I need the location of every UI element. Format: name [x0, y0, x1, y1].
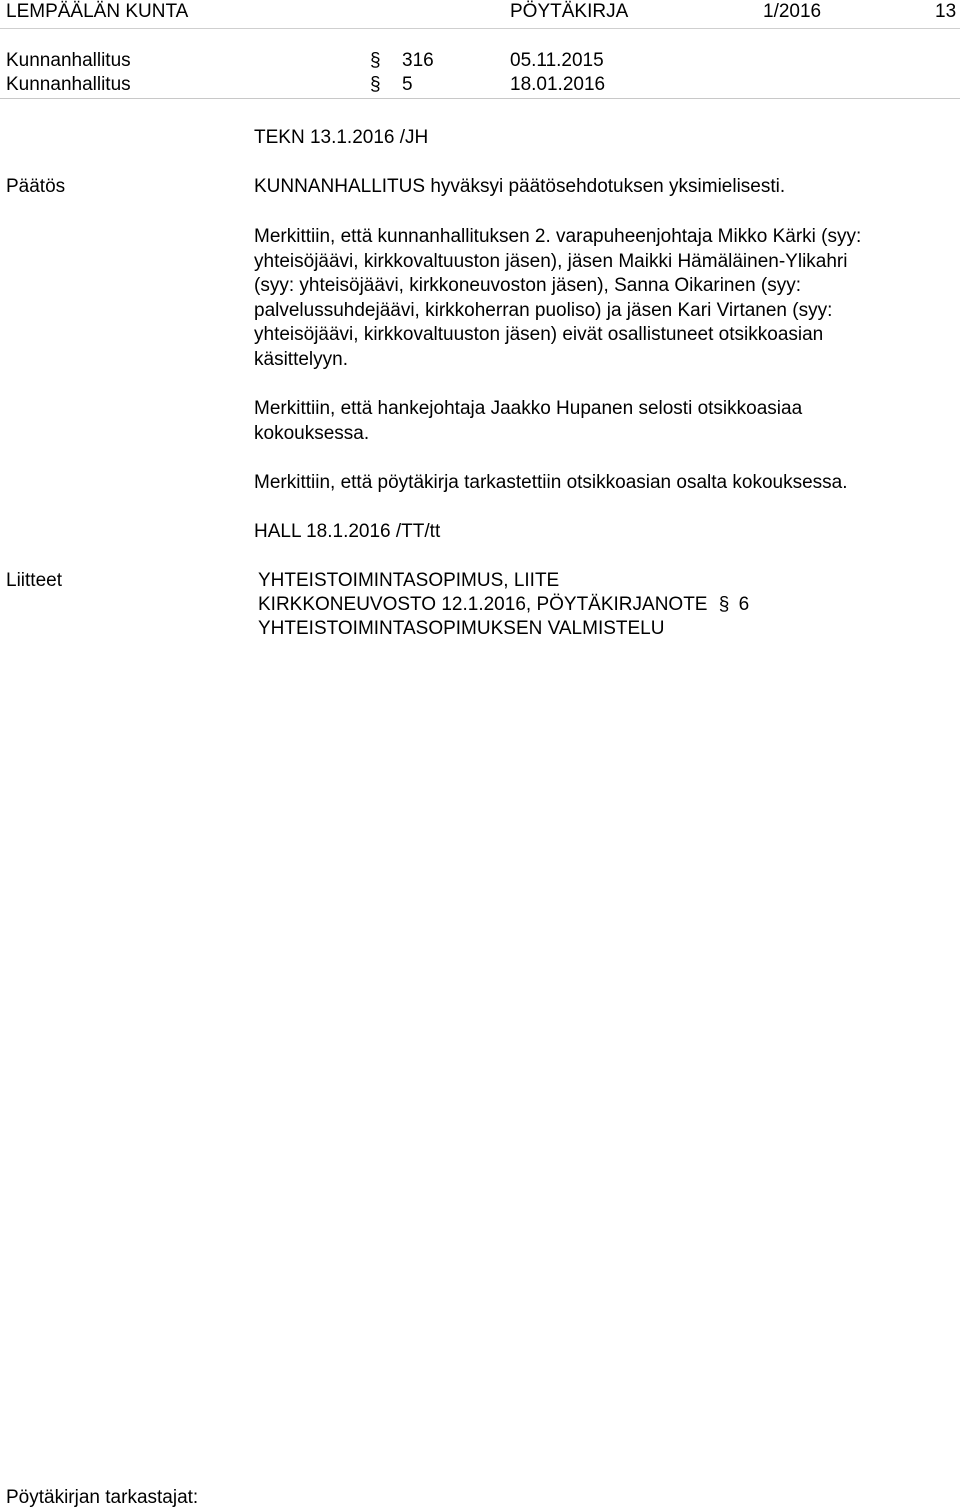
handler-note: HALL 18.1.2016 /TT/tt	[254, 521, 441, 542]
meeting-body: Kunnanhallitus	[6, 50, 131, 71]
meeting-divider	[0, 98, 960, 99]
attachments-label: Liitteet	[6, 570, 62, 591]
section-number: 316	[402, 50, 434, 71]
paragraph-line: Merkittiin, että kunnanhallituksen 2. varapuheenjohtaja Mikko Kärki (syy:	[254, 226, 862, 247]
attachment-title: KIRKKONEUVOSTO 12.1.2016, PÖYTÄKIRJANOTE	[258, 594, 708, 615]
attachment-item	[258, 593, 749, 617]
paragraph-line: Merkittiin, että hankejohtaja Jaakko Hupanen selosti otsikkoasiaa	[254, 398, 803, 419]
paragraph-line: kokouksessa.	[254, 422, 370, 444]
paragraph-line: palvelussuhdejäävi, kirkkoherran puoliso) ja jäsen Kari Virtanen (syy:	[254, 299, 833, 321]
decision-note-presenter	[254, 397, 944, 446]
preparer-note: TEKN 13.1.2016 /JH	[254, 127, 429, 148]
section-number: 5	[402, 74, 413, 95]
section-number: 6	[738, 594, 750, 615]
attachment-item: YHTEISTOIMINTASOPIMUS, LIITE	[258, 570, 560, 591]
decision-label: Päätös	[6, 176, 66, 197]
section-symbol: §	[370, 50, 381, 71]
paragraph-line: yhteisöjäävi, kirkkovaltuuston jäsen) eivät osallistuneet otsikkoasian	[254, 324, 824, 345]
paragraph-line: käsittelyyn.	[254, 348, 348, 370]
meeting-body: Kunnanhallitus	[6, 74, 131, 95]
section-symbol: §	[718, 594, 730, 615]
header-divider	[0, 28, 960, 29]
meeting-date: 18.01.2016	[510, 74, 606, 95]
page-number: 13	[935, 1, 957, 22]
decision-note-absences	[254, 225, 944, 372]
paragraph-line: (syy: yhteisöjäävi, kirkkoneuvoston jäsen), Sanna Oikarinen (syy:	[254, 275, 802, 296]
decision-text: KUNNANHALLITUS hyväksyi päätösehdotuksen yksimielisesti.	[254, 176, 786, 197]
attachment-item: YHTEISTOIMINTASOPIMUKSEN VALMISTELU	[258, 618, 665, 639]
municipality-name: LEMPÄÄLÄN KUNTA	[6, 1, 189, 22]
paragraph-line: yhteisöjäävi, kirkkovaltuuston jäsen), jäsen Maikki Hämäläinen-Ylikahri	[254, 250, 848, 272]
document-type: PÖYTÄKIRJA	[510, 1, 629, 22]
document-number: 1/2016	[763, 1, 822, 22]
decision-note-minutes: Merkittiin, että pöytäkirja tarkastettiin otsikkoasian osalta kokouksessa.	[254, 472, 848, 493]
meeting-date: 05.11.2015	[510, 50, 604, 71]
minutes-checkers-label: Pöytäkirjan tarkastajat:	[6, 1487, 199, 1508]
section-symbol: §	[370, 74, 381, 95]
